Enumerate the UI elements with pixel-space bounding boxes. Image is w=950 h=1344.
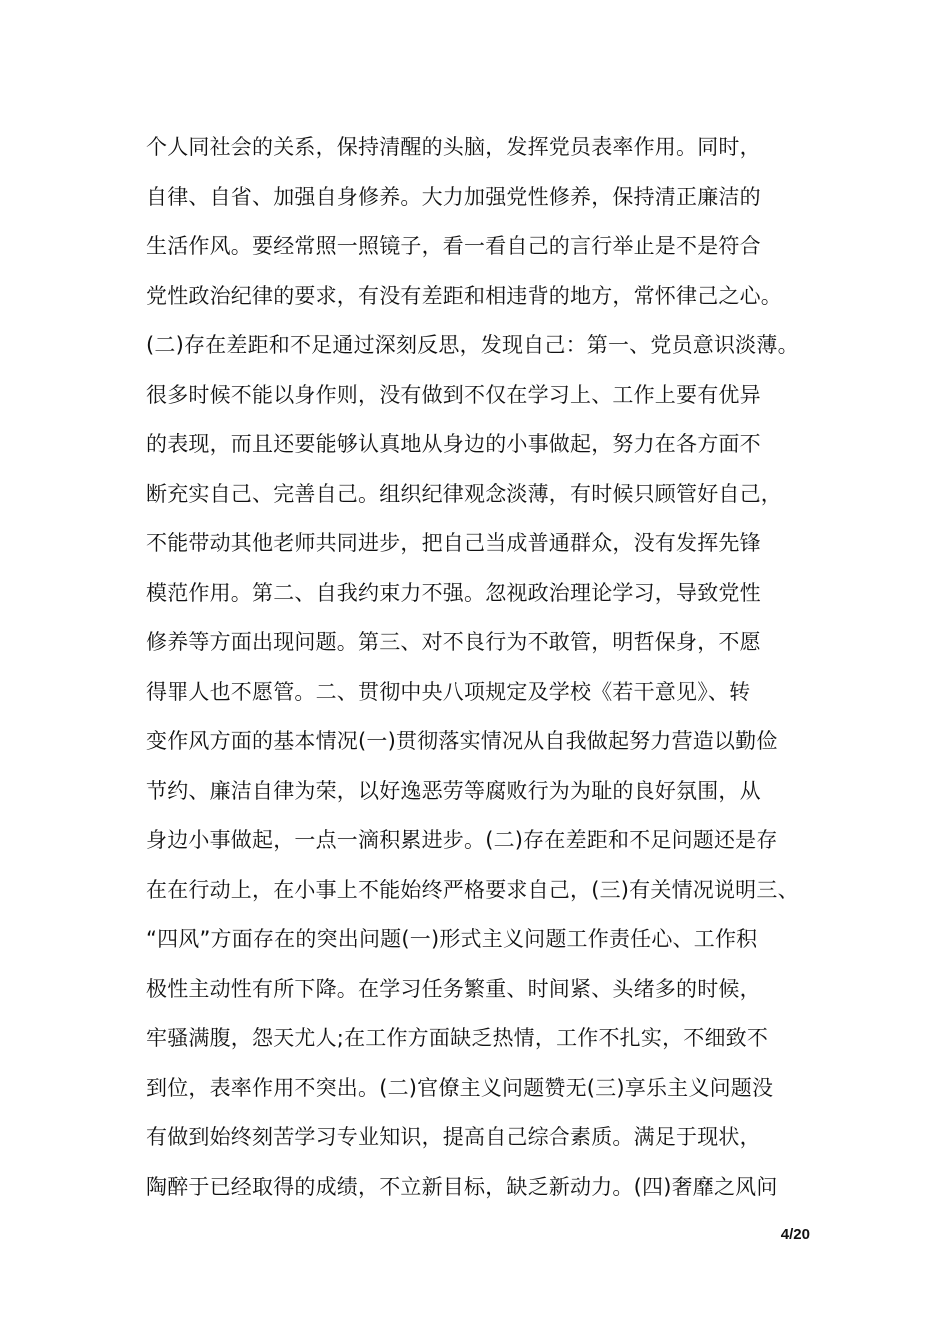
- text-line: 牢骚满腹，怨天尤人;在工作方面缺乏热情，工作不扎实，不细致不: [146, 1026, 769, 1050]
- text-line: 变作风方面的基本情况(一)贯彻落实情况从自我做起努力营造以勤俭: [146, 729, 778, 753]
- text-line: “四风”方面存在的突出问题(一)形式主义问题工作责任心、工作积: [146, 927, 758, 951]
- page-number: 4/20: [780, 1226, 810, 1243]
- text-line: 断充实自己、完善自己。组织纪律观念淡薄，有时候只顾管好自己，: [146, 481, 782, 506]
- text-line: 不能带动其他老师共同进步，把自己当成普通群众，没有发挥先锋: [146, 531, 761, 555]
- text-line: 自律、自省、加强自身修养。大力加强党性修养，保持清正廉洁的: [146, 184, 761, 209]
- text-line: (二)存在差距和不足通过深刻反思，发现自己：第一、党员意识淡薄。: [146, 333, 799, 357]
- text-line: 模范作用。第二、自我约束力不强。忽视政治理论学习，导致党性: [146, 580, 761, 605]
- text-line: 到位，表率作用不突出。(二)官僚主义问题赞无(三)享乐主义问题没: [146, 1075, 774, 1100]
- text-line: 个人同社会的关系，保持清醒的头脑，发挥党员表率作用。同时，: [146, 135, 761, 159]
- text-line: 节约、廉洁自律为荣，以好逸恶劳等腐败行为为耻的良好氛围，从: [146, 778, 761, 803]
- text-line: 修养等方面出现问题。第三、对不良行为不敢管，明哲保身，不愿: [146, 630, 761, 654]
- text-line: 身边小事做起，一点一滴积累进步。(二)存在差距和不足问题还是存: [146, 828, 778, 852]
- text-line: 有做到始终刻苦学习专业知识，提高自己综合素质。满足于现状，: [146, 1125, 761, 1149]
- text-line: 极性主动性有所下降。在学习任务繁重、时间紧、头绪多的时候，: [146, 976, 761, 1001]
- text-line: 在在行动上，在小事上不能始终严格要求自己，(三)有关情况说明三、: [146, 877, 799, 902]
- text-line: 生活作风。要经常照一照镜子，看一看自己的言行举止是不是符合: [146, 234, 761, 258]
- body-text: [146, 127, 846, 1216]
- text-line: 的表现，而且还要能够认真地从身边的小事做起，努力在各方面不: [146, 432, 761, 456]
- text-line: 党性政治纪律的要求，有没有差距和相违背的地方，常怀律己之心。: [146, 283, 782, 308]
- text-line: 陶醉于已经取得的成绩，不立新目标，缺乏新动力。(四)奢靡之风问: [146, 1174, 778, 1199]
- text-line: 很多时候不能以身作则，没有做到不仅在学习上、工作上要有优异: [146, 382, 761, 407]
- text-line: 得罪人也不愿管。二、贯彻中央八项规定及学校《若干意见》、转: [146, 679, 751, 704]
